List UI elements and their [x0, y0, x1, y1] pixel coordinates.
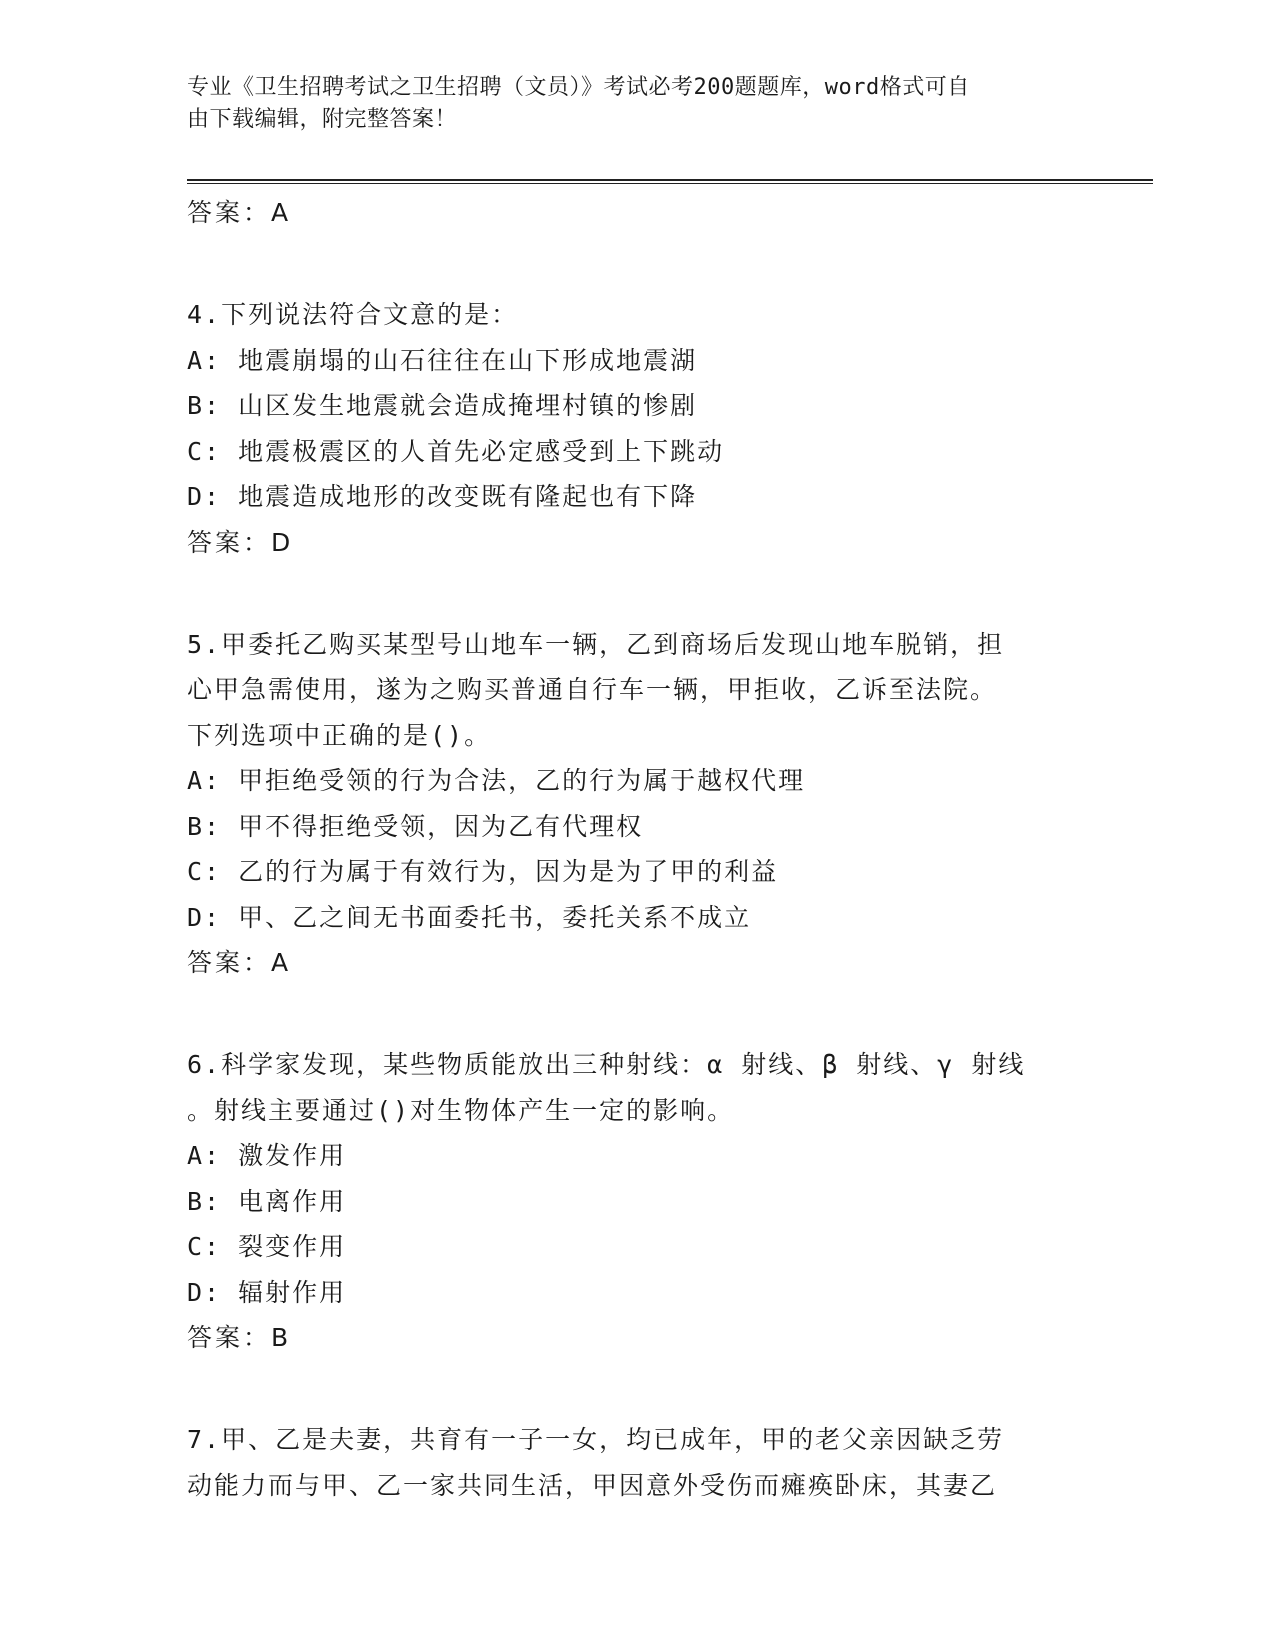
question-text: 。射线主要通过()对生物体产生一定的影响。	[187, 1095, 735, 1125]
question-block-4	[187, 292, 1087, 565]
header-line: 专业《卫生招聘考试之卫生招聘（文员）》考试必考200题题库，word格式可自	[187, 75, 970, 100]
header-divider	[187, 179, 1153, 184]
spacer	[187, 565, 1087, 622]
question-text: 4.下列说法符合文意的是：	[187, 300, 519, 329]
option-c: C: 裂变作用	[187, 1232, 347, 1261]
answer-line: 答案：A	[187, 948, 292, 977]
question-block-7	[187, 1417, 1087, 1508]
option-d: D: 辐射作用	[187, 1277, 347, 1307]
question-text: 7.甲、乙是夫妻，共育有一子一女，均已成年，甲的老父亲因缺乏劳	[187, 1425, 1005, 1454]
answer-line: 答案：B	[187, 1323, 292, 1352]
option-b: B: 山区发生地震就会造成掩埋村镇的惨剧	[187, 391, 698, 420]
question-text: 下列选项中正确的是()。	[187, 720, 492, 750]
document-body	[187, 190, 1087, 1508]
page-header	[187, 72, 1087, 136]
option-a: A: 地震崩塌的山石往往在山下形成地震湖	[187, 345, 698, 375]
question-text: 动能力而与甲、乙一家共同生活，甲因意外受伤而瘫痪卧床，其妻乙	[187, 1470, 998, 1500]
option-a: A: 甲拒绝受领的行为合法，乙的行为属于越权代理	[187, 766, 806, 795]
spacer	[187, 985, 1087, 1042]
option-b: B: 电离作用	[187, 1186, 347, 1216]
question-block-6	[187, 1042, 1087, 1360]
option-c: C: 乙的行为属于有效行为，因为是为了甲的利益	[187, 857, 779, 886]
header-line: 由下载编辑，附完整答案！	[187, 107, 458, 132]
question-text: 6.科学家发现，某些物质能放出三种射线：α 射线、β 射线、γ 射线	[187, 1050, 1026, 1079]
answer-line: 答案：D	[187, 527, 294, 557]
option-a: A: 激发作用	[187, 1141, 347, 1170]
option-c: C: 地震极震区的人首先必定感受到上下跳动	[187, 436, 725, 466]
option-b: B: 甲不得拒绝受领，因为乙有代理权	[187, 811, 644, 841]
spacer	[187, 235, 1087, 292]
question-block-5	[187, 622, 1087, 986]
answer-line: 答案：A	[187, 198, 292, 227]
option-d: D: 甲、乙之间无书面委托书，委托关系不成立	[187, 902, 752, 932]
question-text: 心甲急需使用，遂为之购买普通自行车一辆，甲拒收，乙诉至法院。	[187, 675, 998, 704]
option-d: D: 地震造成地形的改变既有隆起也有下降	[187, 482, 698, 511]
spacer	[187, 1360, 1087, 1417]
question-text: 5.甲委托乙购买某型号山地车一辆，乙到商场后发现山地车脱销，担	[187, 629, 1005, 659]
